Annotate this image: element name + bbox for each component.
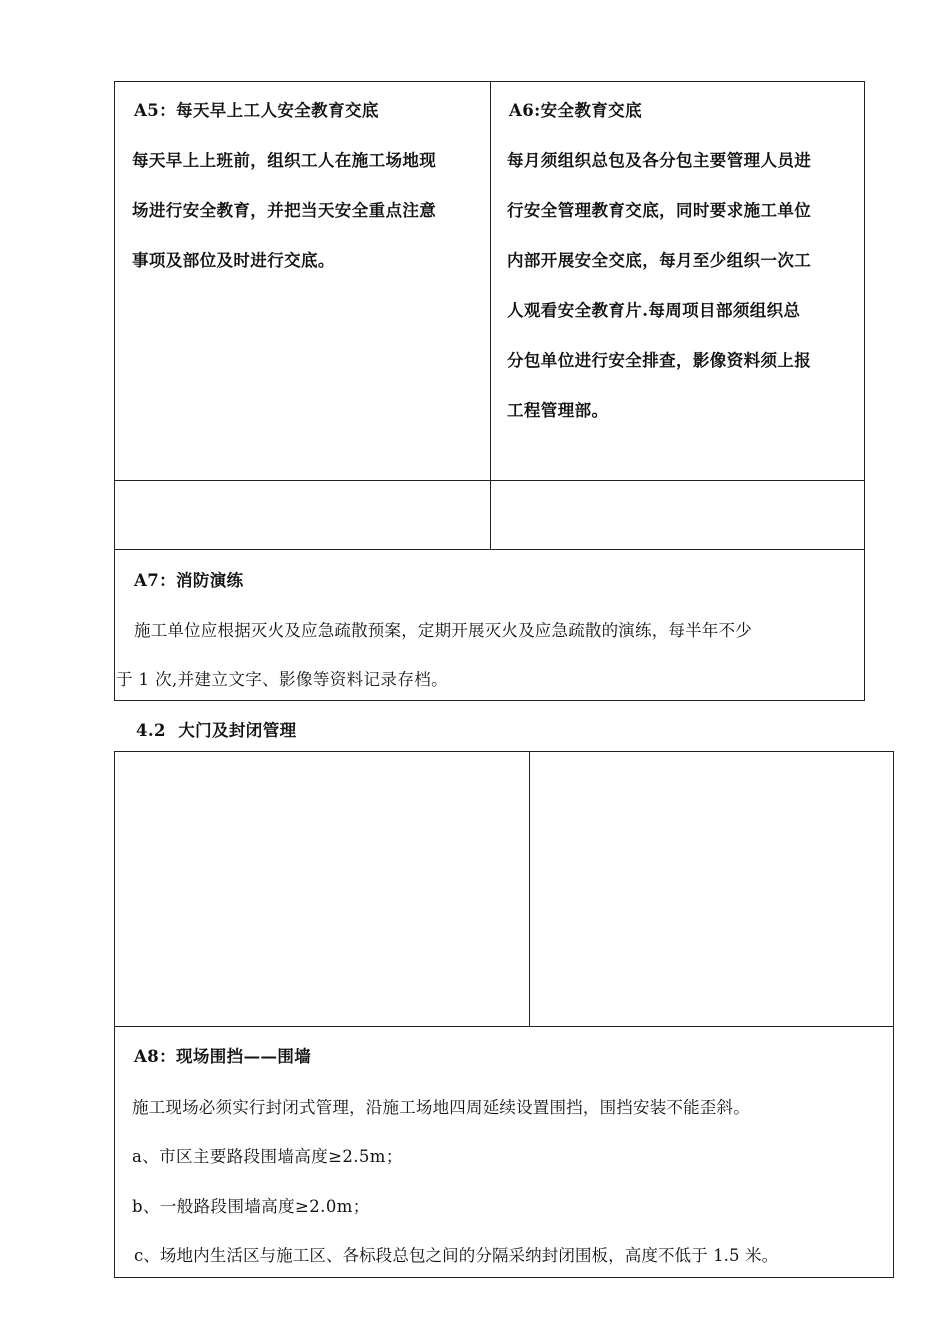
a8-line-2: a、市区主要路段围墙高度≥2.5m；: [132, 1147, 403, 1166]
a6-line-1: 每月须组织总包及各分包主要管理人员进: [507, 151, 812, 170]
table-2-row-divider: [114, 1026, 894, 1027]
table-1-row-divider-2: [114, 549, 865, 550]
a8-line-4: c、场地内生活区与施工区、各标段总包之间的分隔采纳封闭围板，高度不低于 1.5 米。: [134, 1246, 779, 1265]
a6-line-2: 行安全管理教育交底，同时要求施工单位: [507, 201, 812, 220]
a8-line-1: 施工现场必须实行封闭式管理，沿施工场地四周延续设置围挡，围挡安装不能歪斜。: [132, 1098, 750, 1117]
a7-line-2: 于 1 次,并建立文字、影像等资料记录存档。: [116, 670, 449, 689]
a6-title: A6:安全教育交底: [509, 101, 642, 120]
a5-line-3: 事项及部位及时进行交底。: [132, 251, 335, 270]
a8-line-3: b、一般路段围墙高度≥2.0m；: [132, 1197, 370, 1216]
a5-title: A5：每天早上工人安全教育交底: [134, 101, 379, 120]
a6-line-5: 分包单位进行安全排查，影像资料须上报: [507, 351, 812, 370]
table-1-row-divider-1: [114, 480, 865, 481]
a6-line-3: 内部开展安全交底，每月至少组织一次工: [507, 251, 812, 270]
a7-line-1: 施工单位应根据灭火及应急疏散预案，定期开展灭火及应急疏散的演练，每半年不少: [134, 621, 752, 640]
table-2-column-divider: [529, 751, 530, 1027]
a8-title: A8：现场围挡——围墙: [134, 1047, 312, 1066]
a7-title: A7：消防演练: [134, 571, 244, 590]
a5-line-2: 场进行安全教育，并把当天安全重点注意: [132, 201, 437, 220]
a5-line-1: 每天早上上班前，组织工人在施工场地现: [132, 151, 437, 170]
a6-line-4: 人观看安全教育片.每周项目部须组织总: [507, 301, 801, 320]
section-heading: 4.2 大门及封闭管理: [136, 721, 297, 740]
a6-line-6: 工程管理部。: [507, 401, 609, 420]
